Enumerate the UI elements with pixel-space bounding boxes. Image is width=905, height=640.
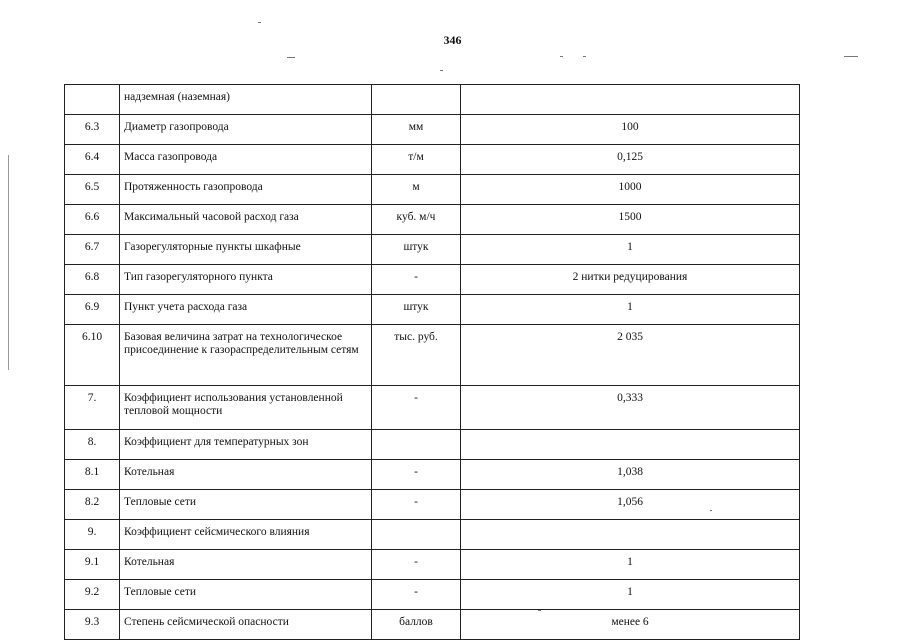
row-name: Масса газопровода	[120, 145, 372, 175]
page-number: 346	[443, 33, 462, 47]
row-value: 1	[461, 550, 800, 580]
row-value: 1	[461, 235, 800, 265]
row-value: 100	[461, 115, 800, 145]
row-unit	[372, 520, 461, 550]
table-row	[65, 85, 800, 115]
row-unit: мм	[372, 115, 461, 145]
scan-speck	[560, 56, 563, 57]
row-value: 1,038	[461, 460, 800, 490]
table-row	[65, 520, 800, 550]
table-row	[65, 265, 800, 295]
row-value: 1000	[461, 175, 800, 205]
table-row	[65, 175, 800, 205]
table-row	[65, 145, 800, 175]
row-unit: -	[372, 265, 461, 295]
row-name: Диаметр газопровода	[120, 115, 372, 145]
row-unit	[372, 85, 461, 115]
row-number	[65, 85, 120, 115]
scan-speck	[440, 70, 443, 71]
row-name: Тип газорегуляторного пункта	[120, 265, 372, 295]
row-number: 9.3	[65, 610, 120, 640]
row-name: надземная (наземная)	[120, 85, 372, 115]
row-number: 6.3	[65, 115, 120, 145]
row-number: 9.2	[65, 580, 120, 610]
row-name: Максимальный часовой расход газа	[120, 205, 372, 235]
row-value: 0,333	[461, 386, 800, 430]
row-unit: -	[372, 580, 461, 610]
row-name: Тепловые сети	[120, 490, 372, 520]
table-row	[65, 325, 800, 386]
row-value: 2 035	[461, 325, 800, 386]
row-unit: баллов	[372, 610, 461, 640]
row-number: 6.5	[65, 175, 120, 205]
row-number: 6.4	[65, 145, 120, 175]
row-unit: штук	[372, 235, 461, 265]
table-row	[65, 295, 800, 325]
row-name: Базовая величина затрат на технологическое присоединение к газораспределительным сетям	[120, 325, 372, 386]
row-name: Газорегуляторные пункты шкафные	[120, 235, 372, 265]
row-name: Тепловые сети	[120, 580, 372, 610]
row-number: 6.8	[65, 265, 120, 295]
row-unit	[372, 430, 461, 460]
row-name: Протяженность газопровода	[120, 175, 372, 205]
table-row	[65, 490, 800, 520]
row-name: Коэффициент для температурных зон	[120, 430, 372, 460]
row-number: 6.6	[65, 205, 120, 235]
scan-speck	[287, 57, 295, 58]
table-row	[65, 235, 800, 265]
row-value: 1	[461, 295, 800, 325]
table-row	[65, 386, 800, 430]
row-name: Котельная	[120, 550, 372, 580]
row-number: 8.2	[65, 490, 120, 520]
row-number: 6.10	[65, 325, 120, 386]
row-value	[461, 430, 800, 460]
row-unit: штук	[372, 295, 461, 325]
table-row	[65, 550, 800, 580]
row-name: Котельная	[120, 460, 372, 490]
row-unit: т/м	[372, 145, 461, 175]
table-row	[65, 430, 800, 460]
row-name: Пункт учета расхода газа	[120, 295, 372, 325]
row-number: 9.1	[65, 550, 120, 580]
row-value	[461, 520, 800, 550]
row-unit: м	[372, 175, 461, 205]
table-row	[65, 580, 800, 610]
table-row	[65, 610, 800, 640]
row-value: 2 нитки редуцирования	[461, 265, 800, 295]
row-unit: куб. м/ч	[372, 205, 461, 235]
row-value: 1500	[461, 205, 800, 235]
row-number: 6.9	[65, 295, 120, 325]
row-value: 1,056	[461, 490, 800, 520]
scan-margin-mark	[8, 155, 9, 370]
row-value: менее 6	[461, 610, 800, 640]
row-name: Коэффициент использования установленной тепловой мощности	[120, 386, 372, 430]
scan-speck	[844, 56, 858, 57]
row-unit: -	[372, 460, 461, 490]
row-value: 0,125	[461, 145, 800, 175]
row-unit: -	[372, 550, 461, 580]
scan-speck	[583, 56, 586, 57]
row-number: 9.	[65, 520, 120, 550]
row-unit: -	[372, 386, 461, 430]
row-unit: тыс. руб.	[372, 325, 461, 386]
row-number: 6.7	[65, 235, 120, 265]
row-name: Степень сейсмической опасности	[120, 610, 372, 640]
row-number: 7.	[65, 386, 120, 430]
scan-speck	[258, 22, 261, 23]
parameters-table	[64, 84, 800, 640]
table-row	[65, 115, 800, 145]
table-row	[65, 460, 800, 490]
table-row	[65, 205, 800, 235]
row-number: 8.	[65, 430, 120, 460]
row-unit: -	[372, 490, 461, 520]
row-value: 1	[461, 580, 800, 610]
row-number: 8.1	[65, 460, 120, 490]
row-name: Коэффициент сейсмического влияния	[120, 520, 372, 550]
row-value	[461, 85, 800, 115]
